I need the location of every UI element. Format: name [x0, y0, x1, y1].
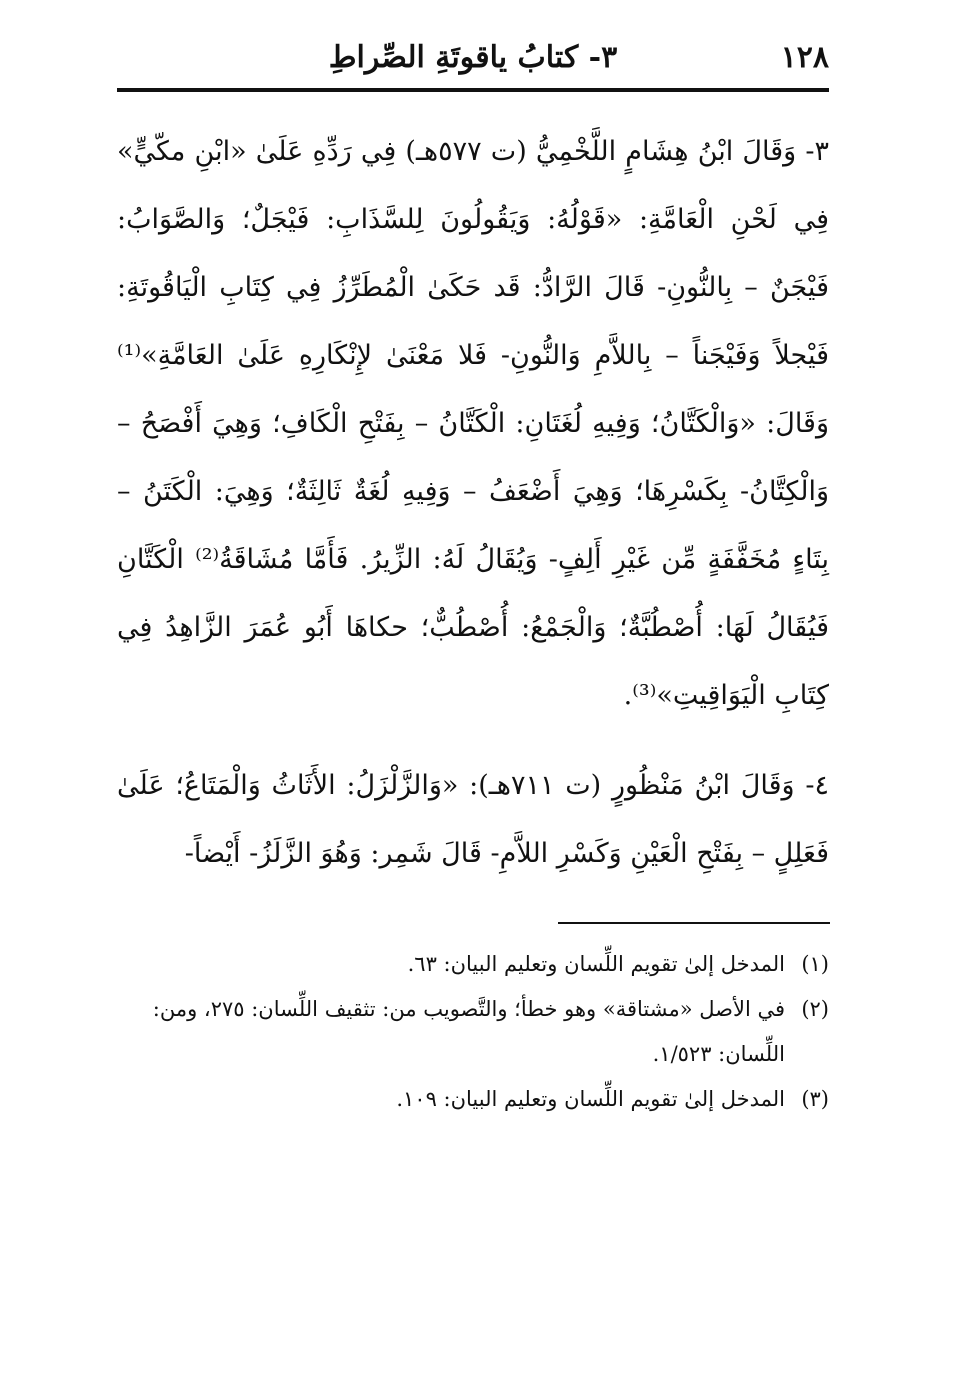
footnotes [117, 942, 829, 1122]
body-text [117, 118, 829, 888]
footnote-number: (٢) [801, 997, 829, 1021]
footnote-text: المدخل إلىٰ تقويم اللِّسان وتعليم البيان: ١٠٩. [396, 1087, 785, 1111]
paragraph-3: ٣- وَقَالَ ابْنُ هِشَامٍ اللَّخْمِيُّ (ت ٥٧٧هـ) فِي رَدِّهِ عَلَىٰ «ابْنِ مكّيٍّ» فِي لَحْنِ الْعَامَّةِ: «قَوْلُهُ: وَيَقُولُونَ لِلسَّذَابِ: فَيْجَلٌ؛ وَالصَّوَابُ: فَيْجَنٌ – بِالنُّونِ- قَالَ الرَّادُّ: قَد حَكَىٰ الْمُطَرِّزُ فِي كِتَابِ الْيَاقُوتَةِ: فَيْجلاً وَفَيْجَناً – بِاللاَّمِ وَالنُّونِ- فَلا مَعْنَىٰ لإِنْكَارِهِ عَلَىٰ العَامَّةِ»⁽¹⁾ وَقَالَ: «وَالْكَتَّانُ؛ وَفِيهِ لُغَتَانِ: الْكَتَّانُ – بِفَتْحِ الْكَافِ؛ وَهِيَ أَفْصَحُ – وَالْكِتَّانُ- بِكَسْرِهَا؛ وَهِيَ أَضْعَفُ – وَفِيهِ لُغَةٌ ثَالِثَةٌ؛ وَهِيَ: الْكَتَنُ – بِتَاءٍ مُخَفَّفَةٍ مِّن غَيْرِ أَلِفٍ- وَيُقَالُ لَهُ: الزِّيرُ. فَأَمَّا مُشَاقَةُ⁽²⁾ الْكَتَّانِ فَيُقَالُ لَهَا: أُصْطُبَّةٌ؛ وَالْجَمْعُ: أُصْطُبٌّ؛ حكاهَا أَبُو عُمَرَ الزَّاهِدُ فِي كِتَابِ الْيَوَاقِيتِ»⁽³⁾. [117, 136, 830, 711]
paragraph-4: ٤- وَقَالَ ابْنُ مَنْظُورٍ (ت ٧١١هـ): «وَالزَّلْزَلُ: الأَثَاثُ وَالْمَتَاعُ؛ عَلَىٰ فَعَلِلٍ – بِفَتْحِ الْعَيْنِ وَكَسْرِ اللاَّمِ- قَالَ شَمِر: وَهُوَ الزَّلَزُ- أَيْضاً- [117, 770, 829, 869]
page-number: ١٢٨ [780, 40, 829, 75]
page-header [117, 30, 829, 90]
footnote-text: المدخل إلىٰ تقويم اللِّسان وتعليم البيان: ٦٣. [407, 952, 785, 976]
footnote-text: في الأصل «مشتاقة» وهو خطأ؛ والتَّصويب من: تثقيف اللِّسان: ٢٧٥، ومن: اللِّسان: ١/٥٢٣. [152, 997, 785, 1066]
running-title: ٣- كتابُ ياقوتَةِ الصِّراطِ [328, 40, 618, 75]
footnote-rule [558, 922, 830, 924]
footnote-2 [117, 987, 829, 1077]
header-rule [117, 88, 829, 92]
footnote-number: (١) [801, 952, 829, 976]
footnote-1 [117, 942, 829, 987]
footnote-3 [117, 1077, 829, 1122]
footnote-number: (٣) [801, 1087, 829, 1111]
